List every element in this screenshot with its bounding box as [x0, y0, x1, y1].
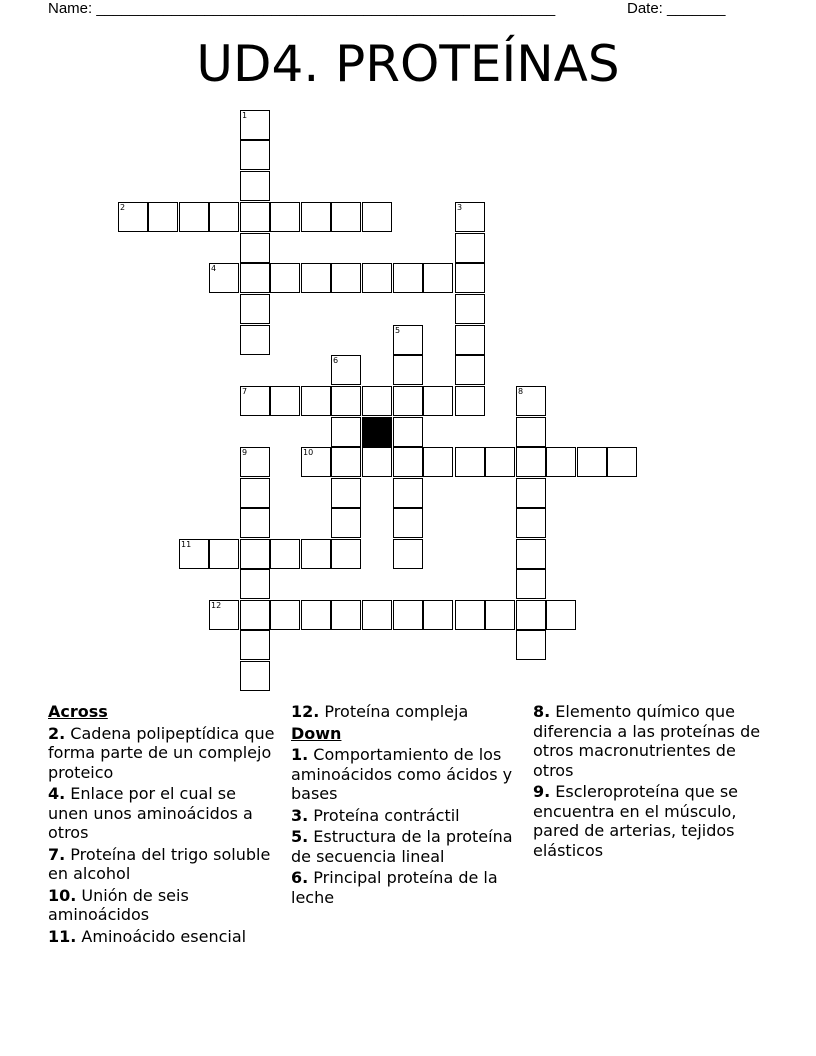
crossword-cell[interactable] [331, 478, 361, 508]
crossword-cell[interactable] [331, 539, 361, 569]
crossword-cell[interactable] [516, 630, 546, 660]
crossword-cell[interactable] [393, 386, 423, 416]
clue-down-8 [533, 702, 773, 780]
crossword-cell[interactable] [301, 386, 331, 416]
clue-text: Proteína contráctil [308, 805, 460, 825]
clue-down-6 [291, 868, 513, 907]
clue-number: 8. [533, 702, 551, 721]
cell-number: 7 [242, 387, 248, 396]
crossword-cell[interactable] [270, 600, 300, 630]
crossword-cell[interactable] [270, 539, 300, 569]
crossword-cell[interactable] [240, 478, 270, 508]
clue-number: 10. [48, 885, 77, 905]
crossword-cell[interactable] [577, 447, 607, 477]
cell-number: 1 [242, 111, 248, 120]
crossword-cell[interactable] [455, 263, 485, 293]
crossword-cell[interactable] [455, 202, 485, 232]
crossword-cell[interactable] [301, 539, 331, 569]
crossword-cell[interactable] [331, 417, 361, 447]
date-field-label[interactable]: Date: _______ [627, 0, 726, 17]
crossword-cell[interactable] [485, 600, 515, 630]
crossword-cell[interactable] [240, 202, 270, 232]
crossword-cell[interactable] [393, 508, 423, 538]
crossword-cell[interactable] [607, 447, 637, 477]
crossword-cell[interactable] [331, 447, 361, 477]
clue-text: Escleroproteína que se encuentra en el músculo, pared de arterias, tejidos elásticos [533, 782, 739, 860]
crossword-cell[interactable] [393, 478, 423, 508]
crossword-cell[interactable] [362, 263, 392, 293]
crossword-cell[interactable] [546, 447, 576, 477]
clue-text: Aminoácido esencial [76, 926, 247, 946]
crossword-cell[interactable] [423, 447, 453, 477]
page-title: UD4. PROTEÍNAS [196, 35, 620, 93]
crossword-cell[interactable] [455, 233, 485, 263]
crossword-cell[interactable] [516, 600, 546, 630]
cell-number: 12 [211, 601, 222, 610]
clue-down-3 [291, 806, 513, 826]
crossword-cell[interactable] [362, 447, 392, 477]
crossword-cell[interactable] [516, 386, 546, 416]
clue-text: Elemento químico que diferencia a las proteínas de otros macronutrientes de otros [533, 702, 761, 780]
cell-number: 8 [518, 387, 524, 396]
clue-number: 12. [291, 702, 320, 721]
crossword-cell[interactable] [455, 325, 485, 355]
clue-down-5 [291, 827, 513, 866]
name-field-label[interactable]: Name: _______________________________________________________ [48, 0, 556, 17]
clue-across-7 [48, 845, 280, 884]
crossword-cell[interactable] [331, 263, 361, 293]
clue-text: Estructura de la proteína de secuencia lineal [291, 827, 513, 866]
crossword-block-cell [362, 417, 392, 447]
crossword-cell[interactable] [393, 263, 423, 293]
crossword-cell[interactable] [270, 202, 300, 232]
crossword-cell[interactable] [393, 539, 423, 569]
cell-number: 10 [303, 448, 314, 457]
cell-number: 3 [457, 203, 463, 212]
crossword-cell[interactable] [179, 202, 209, 232]
crossword-cell[interactable] [331, 355, 361, 385]
clues-column-3 [533, 702, 773, 862]
crossword-cell[interactable] [240, 447, 270, 477]
clue-text: Principal proteína de la leche [291, 868, 498, 907]
crossword-cell[interactable] [240, 539, 270, 569]
crossword-cell[interactable] [516, 508, 546, 538]
clue-number: 7. [48, 844, 66, 864]
crossword-cell[interactable] [546, 600, 576, 630]
clue-text: Proteína del trigo soluble en alcohol [48, 844, 271, 883]
crossword-cell[interactable] [331, 508, 361, 538]
crossword-cell[interactable] [362, 202, 392, 232]
crossword-cell[interactable] [393, 355, 423, 385]
crossword-cell[interactable] [516, 478, 546, 508]
cell-number: 5 [395, 326, 401, 335]
crossword-cell[interactable] [118, 202, 148, 232]
crossword-cell[interactable] [301, 447, 331, 477]
clue-down-9 [533, 782, 773, 860]
crossword-cell[interactable] [301, 600, 331, 630]
clue-number: 4. [48, 784, 66, 803]
cell-number: 9 [242, 448, 248, 457]
crossword-cell[interactable] [270, 263, 300, 293]
down-heading: Down [291, 723, 342, 743]
clue-across-2 [48, 724, 280, 783]
clue-number: 5. [291, 827, 309, 846]
clue-number: 6. [291, 868, 309, 887]
crossword-cell[interactable] [148, 202, 178, 232]
clue-across-10 [48, 886, 280, 925]
crossword-cell[interactable] [240, 661, 270, 691]
crossword-cell[interactable] [516, 539, 546, 569]
crossword-cell[interactable] [516, 569, 546, 599]
crossword-cell[interactable] [362, 386, 392, 416]
across-heading: Across [48, 702, 108, 721]
crossword-cell[interactable] [209, 202, 239, 232]
crossword-cell[interactable] [209, 263, 239, 293]
crossword-cell[interactable] [209, 600, 239, 630]
clue-text: Enlace por el cual se unen unos aminoácidos a otros [48, 784, 253, 842]
clue-number: 3. [291, 805, 309, 825]
crossword-cell[interactable] [240, 263, 270, 293]
crossword-cell[interactable] [516, 417, 546, 447]
crossword-cell[interactable] [240, 325, 270, 355]
crossword-cell[interactable] [423, 386, 453, 416]
crossword-cell[interactable] [331, 386, 361, 416]
crossword-cell[interactable] [331, 202, 361, 232]
crossword-cell[interactable] [270, 386, 300, 416]
crossword-cell[interactable] [455, 600, 485, 630]
crossword-cell[interactable] [240, 294, 270, 324]
crossword-cell[interactable] [455, 447, 485, 477]
crossword-cell[interactable] [240, 508, 270, 538]
clue-text: Unión de seis aminoácidos [48, 885, 189, 924]
crossword-cell[interactable] [362, 600, 392, 630]
cell-number: 6 [333, 356, 339, 365]
clue-number: 11. [48, 926, 77, 946]
crossword-cell[interactable] [393, 600, 423, 630]
clue-across-4 [48, 784, 280, 843]
crossword-cell[interactable] [240, 233, 270, 263]
crossword-cell[interactable] [423, 263, 453, 293]
clues-column-2 [291, 702, 513, 909]
crossword-cell[interactable] [455, 294, 485, 324]
crossword-cell[interactable] [209, 539, 239, 569]
crossword-cell[interactable] [393, 447, 423, 477]
clue-across-12 [291, 702, 513, 722]
crossword-cell[interactable] [423, 600, 453, 630]
clue-down-1 [291, 745, 513, 804]
crossword-cell[interactable] [240, 140, 270, 170]
crossword-cell[interactable] [516, 447, 546, 477]
cell-number: 2 [120, 203, 126, 212]
crossword-cell[interactable] [301, 263, 331, 293]
clue-number: 2. [48, 723, 66, 743]
crossword-cell[interactable] [485, 447, 515, 477]
crossword-cell[interactable] [455, 355, 485, 385]
clues-column-1 [48, 702, 280, 948]
crossword-cell[interactable] [301, 202, 331, 232]
clue-text: Comportamiento de los aminoácidos como ácidos y bases [291, 745, 513, 803]
crossword-cell[interactable] [240, 386, 270, 416]
clue-across-11 [48, 927, 280, 947]
clue-number: 9. [533, 782, 551, 801]
clue-number: 1. [291, 745, 309, 764]
crossword-cell[interactable] [240, 630, 270, 660]
crossword-cell[interactable] [393, 325, 423, 355]
cell-number: 11 [181, 540, 192, 549]
crossword-cell[interactable] [240, 600, 270, 630]
clue-text: Cadena polipeptídica que forma parte de un complejo proteico [48, 723, 275, 782]
cell-number: 4 [211, 264, 217, 273]
crossword-cell[interactable] [455, 386, 485, 416]
crossword-cell[interactable] [331, 600, 361, 630]
clue-text: Proteína compleja [319, 702, 469, 721]
crossword-cell[interactable] [179, 539, 209, 569]
crossword-cell[interactable] [393, 417, 423, 447]
crossword-cell[interactable] [240, 110, 270, 140]
crossword-cell[interactable] [240, 569, 270, 599]
crossword-cell[interactable] [240, 171, 270, 201]
